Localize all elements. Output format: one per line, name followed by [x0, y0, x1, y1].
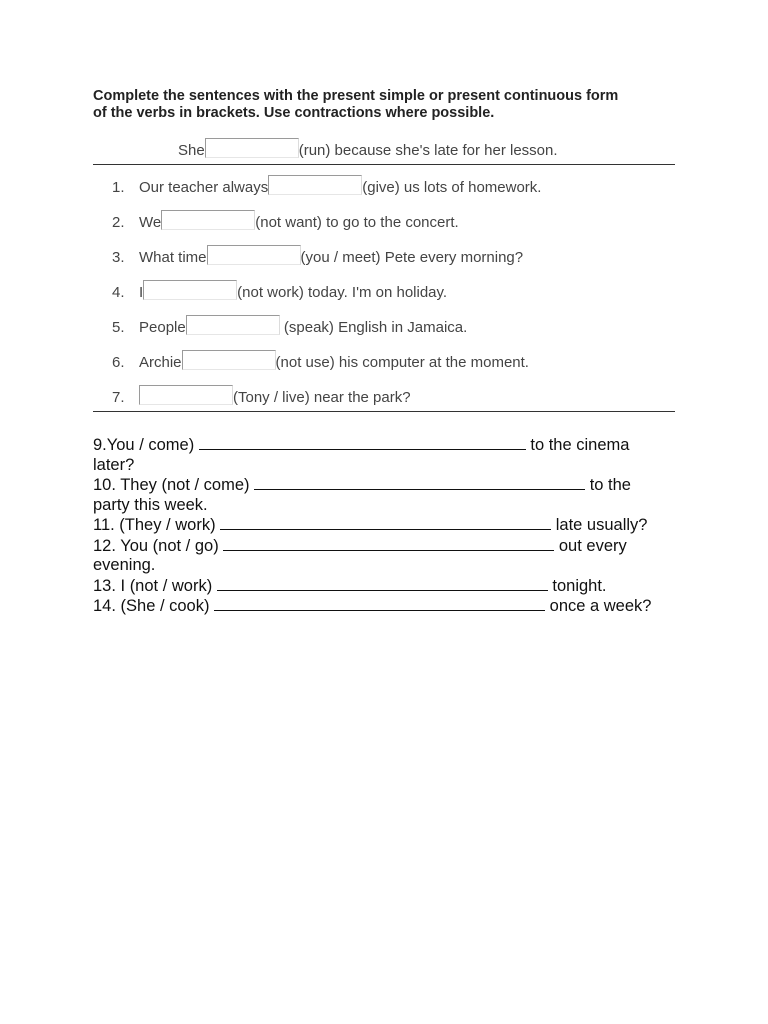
exercise-after: (not use) his computer at the moment.: [275, 354, 529, 371]
answer-box-2[interactable]: [161, 210, 255, 230]
question-12-cont: evening.: [93, 556, 156, 574]
example-before: She: [178, 142, 205, 159]
question-text-end: out every: [554, 536, 627, 555]
example-answer-box[interactable]: [205, 138, 299, 158]
answer-line-13[interactable]: [217, 576, 548, 591]
question-13: [93, 576, 678, 597]
question-10-cont: party this week.: [93, 495, 208, 514]
exercise-item-3: [112, 245, 523, 266]
bottom-divider: [93, 411, 675, 412]
exercise-before: People: [139, 319, 186, 336]
answer-box-5[interactable]: [186, 315, 280, 335]
exercise-after: (you / meet) Pete every morning?: [300, 249, 524, 266]
example-after: (run) because she's late for her lesson.: [298, 142, 558, 159]
question-text-end: late usually?: [551, 516, 648, 534]
question-text-end: tonight.: [547, 576, 607, 595]
exercise-item-4: [112, 280, 447, 301]
question-9-cont: later?: [93, 455, 135, 474]
answer-box-4[interactable]: [143, 280, 237, 300]
exercise-item-1: [112, 175, 541, 196]
question-14: [93, 596, 678, 617]
instructions: [93, 88, 683, 122]
exercise-before: What time: [139, 249, 207, 266]
exercise-number: 4.: [112, 284, 125, 301]
exercise-before: Archie: [139, 354, 182, 371]
exercise-number: 7.: [112, 389, 125, 406]
question-text: 11. (They / work): [93, 516, 221, 534]
answer-line-14[interactable]: [214, 596, 545, 611]
exercise-number: 5.: [112, 319, 125, 336]
exercise-after: (Tony / live) near the park?: [233, 389, 411, 406]
top-divider: [93, 164, 675, 165]
exercise-number: 3.: [112, 249, 125, 266]
exercise-before: Our teacher always: [139, 179, 269, 196]
question-10: [93, 475, 678, 496]
exercise-after: (not work) today. I'm on holiday.: [237, 284, 448, 301]
answer-line-10[interactable]: [254, 475, 585, 490]
answer-line-11[interactable]: [220, 515, 551, 530]
exercise-before: We: [139, 214, 162, 231]
exercise-after: (not want) to go to the concert.: [255, 214, 459, 231]
question-list: [93, 435, 678, 617]
question-text: 9.You / come): [93, 436, 199, 454]
question-11: [93, 515, 678, 536]
instructions-line-2: of the verbs in brackets. Use contractions where possible.: [93, 105, 495, 121]
question-text-end: to the cinema: [525, 436, 630, 454]
question-text: 12. You (not / go): [93, 536, 224, 555]
exercise-after: (give) us lots of homework.: [362, 179, 542, 196]
question-text: 14. (She / cook): [93, 597, 215, 615]
exercise-item-7: [112, 385, 411, 406]
exercise-number: 2.: [112, 214, 125, 231]
instructions-line-1: Complete the sentences with the present simple or present continuous form: [93, 88, 619, 104]
question-9: [93, 435, 678, 456]
example-sentence: [178, 138, 558, 159]
answer-box-6[interactable]: [182, 350, 276, 370]
exercise-item-2: [112, 210, 459, 231]
exercise-number: 6.: [112, 354, 125, 371]
answer-box-1[interactable]: [268, 175, 362, 195]
question-text-end: to the: [585, 476, 631, 494]
exercise-item-5: [112, 315, 467, 336]
exercise-before: I: [139, 284, 144, 301]
answer-box-7[interactable]: [139, 385, 233, 405]
answer-box-3[interactable]: [207, 245, 301, 265]
exercise-after: (speak) English in Jamaica.: [279, 319, 468, 336]
question-text: 10. They (not / come): [93, 476, 255, 494]
question-text: 13. I (not / work): [93, 576, 217, 595]
question-text-end: once a week?: [545, 597, 652, 615]
question-12: [93, 536, 678, 557]
answer-line-12[interactable]: [223, 536, 554, 551]
exercise-number: 1.: [112, 179, 125, 196]
exercise-item-6: [112, 350, 529, 371]
answer-line-9[interactable]: [199, 435, 526, 450]
